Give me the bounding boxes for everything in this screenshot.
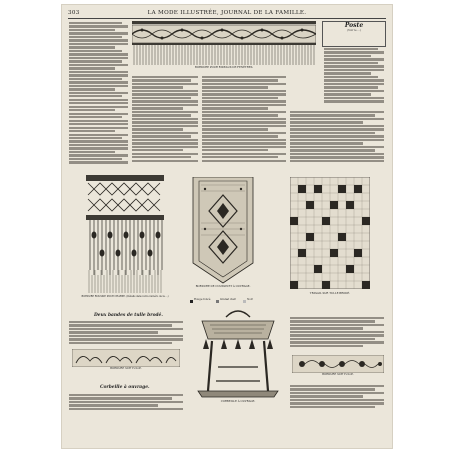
tulle-band-right-illustration: [292, 355, 384, 379]
caption-work-basket: CORBEILLE À OUVRAGE.: [220, 400, 256, 403]
color-legend: [190, 299, 264, 304]
heading-tulle-bands: Deux bandes de tulle brodé.: [94, 313, 163, 318]
text-column-lower-right: [290, 317, 384, 351]
legend-label-garnet: Grenat clair: [220, 298, 236, 301]
text-column-middle-left: [132, 76, 198, 166]
tulle-band-left-illustration: [72, 349, 180, 373]
caption-tulle-band-right: BORDURE SUR TULLE.: [322, 373, 354, 376]
macrame-fringe-illustration: [81, 175, 169, 303]
page-number: 303: [68, 10, 80, 16]
legend-swatch-garnet: [216, 300, 219, 303]
caption-curtain-border: BORDURE POUR RIDEAUX DE FENÊTRES.: [194, 66, 254, 69]
work-basket-illustration: [188, 307, 288, 407]
sidebar-subtitle: (Voir le ...): [347, 29, 361, 32]
caption-macrame: BORDURE ROUSSIE POUR CHARPE. (Détails dans notre numéro de la ...): [81, 295, 169, 298]
page-header: [68, 9, 386, 18]
text-column-middle-right: [290, 111, 384, 166]
header-rule: [68, 18, 386, 19]
legend-label-black: Noir: [247, 298, 253, 301]
cushion-border-illustration: [187, 177, 259, 297]
sidebar-title: Poste: [344, 22, 364, 29]
text-column-middle: [202, 76, 286, 166]
legend-label-dark-red: Rouge foncé: [194, 298, 211, 301]
sidebar-box: [322, 21, 386, 47]
legend-swatch-dark-red: [190, 300, 193, 303]
magazine-page: [62, 5, 392, 448]
text-column-left-top: [69, 22, 128, 167]
caption-tulle-grid: TRAVAIL SUR TULLE BRODÉ.: [309, 292, 351, 295]
curtain-border-illustration: [132, 21, 316, 71]
text-column-bottom-right: [290, 385, 384, 415]
caption-tulle-band-left: BORDURE SUR TULLE.: [110, 367, 142, 370]
caption-cushion: BORDURE DE COUSSINET À OUVRAGE.: [195, 285, 251, 288]
tulle-grid-illustration: [290, 177, 370, 299]
legend-swatch-black: [243, 300, 246, 303]
heading-work-basket: Corbeille à ouvrage.: [100, 385, 150, 390]
text-column-bottom-left: [69, 394, 183, 416]
text-column-right-top: [324, 48, 384, 108]
text-column-lower-left: [69, 321, 183, 347]
masthead-title: LA MODE ILLUSTRÉE, JOURNAL DE LA FAMILLE.: [147, 10, 307, 16]
